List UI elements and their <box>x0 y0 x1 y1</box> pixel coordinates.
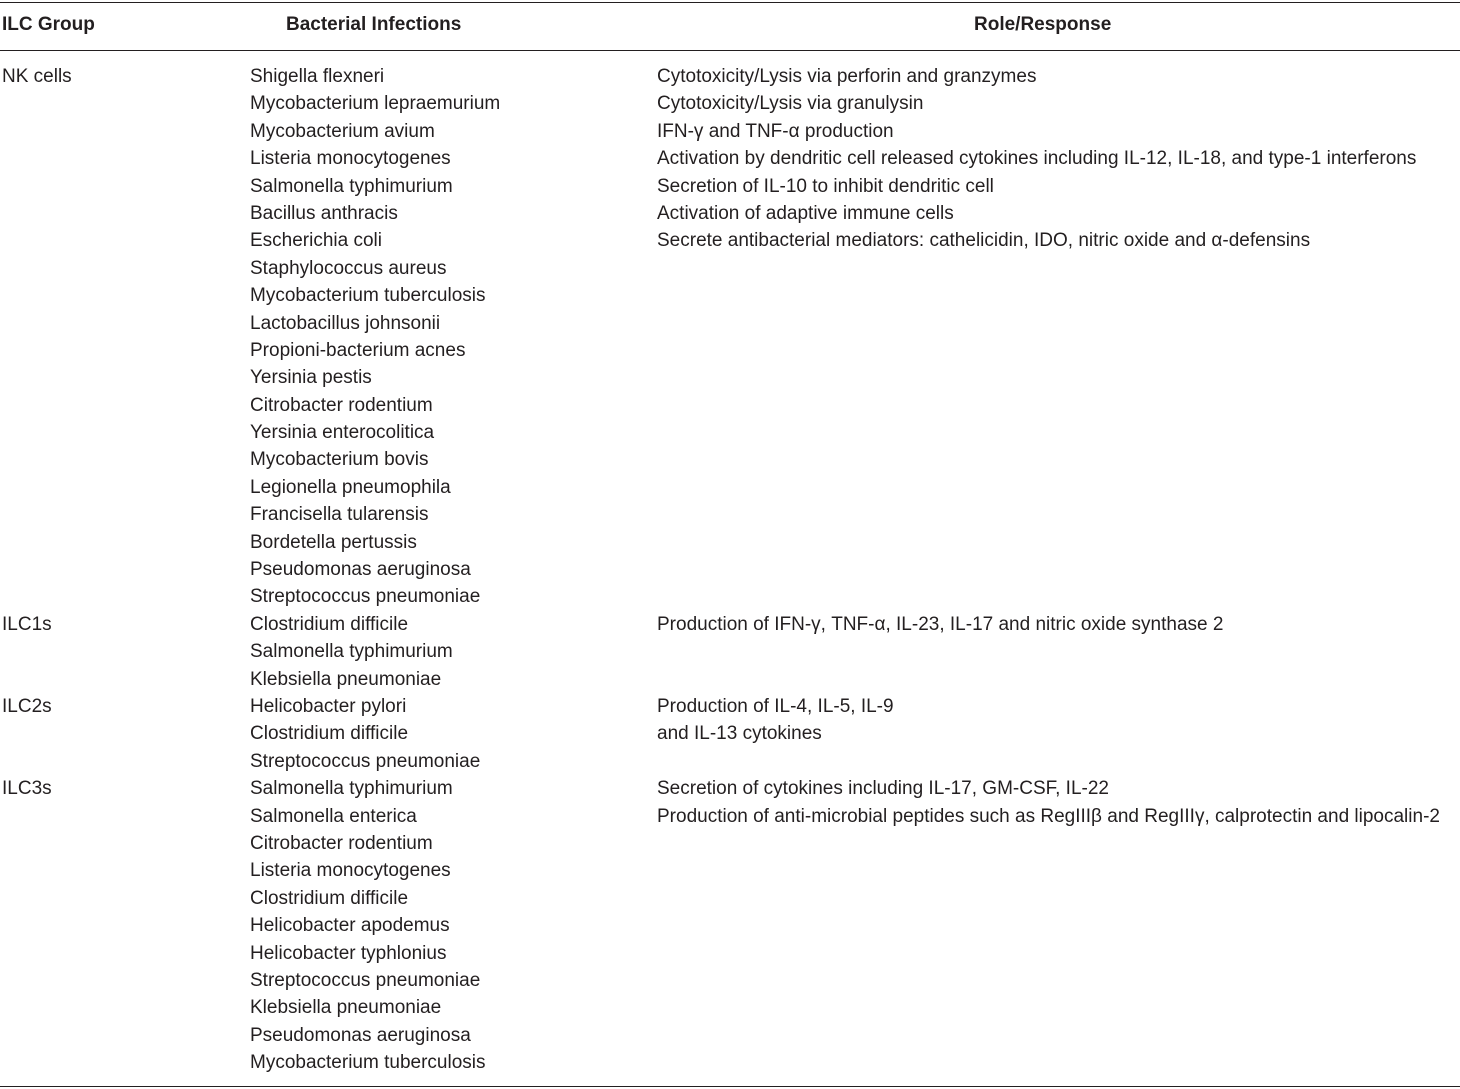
role-item: Secretion of IL-10 to inhibit dendritic cell <box>657 175 994 197</box>
header-bacterial-infections: Bacterial Infections <box>286 14 462 35</box>
bacteria-item: Streptococcus pneumoniae <box>250 969 481 991</box>
ilc-group-label: ILC1s <box>2 613 52 635</box>
ilc-group-label: ILC2s <box>2 695 52 717</box>
bacteria-item: Clostridium difficile <box>250 613 409 635</box>
role-item: Production of IFN-γ, TNF-α, IL-23, IL-17 and nitric oxide synthase 2 <box>657 613 1224 635</box>
table-row-group <box>0 693 1460 775</box>
bacteria-item: Bordetella pertussis <box>250 531 417 553</box>
role-item: Activation by dendritic cell released cytokines including IL-12, IL-18, and type-1 interferons <box>657 148 1417 170</box>
role-list <box>657 775 1440 830</box>
bacteria-item: Streptococcus pneumoniae <box>250 586 481 608</box>
bacteria-item: Klebsiella pneumoniae <box>250 997 442 1019</box>
table-row-group <box>0 611 1460 693</box>
bacteria-item: Salmonella typhimurium <box>250 641 453 663</box>
bacteria-item: Clostridium difficile <box>250 887 409 909</box>
role-item: Secretion of cytokines including IL-17, GM-CSF, IL-22 <box>657 778 1109 800</box>
role-list <box>657 611 1223 638</box>
bacteria-item: Listeria monocytogenes <box>250 148 451 170</box>
role-item: and IL-13 cytokines <box>657 723 822 745</box>
bacteria-item: Pseudomonas aeruginosa <box>250 1024 471 1046</box>
bacteria-item: Yersinia enterocolitica <box>250 422 435 444</box>
role-list <box>657 693 894 748</box>
bacteria-item: Escherichia coli <box>250 230 382 252</box>
bacteria-item: Mycobacterium tuberculosis <box>250 1052 486 1074</box>
table-body <box>0 63 1460 1076</box>
bacteria-item: Bacillus anthracis <box>250 202 398 224</box>
bacteria-item: Mycobacterium avium <box>250 120 435 142</box>
table-top-rule <box>0 2 1460 3</box>
bacteria-item: Mycobacterium lepraemurium <box>250 93 501 115</box>
bacteria-item: Helicobacter pylori <box>250 695 407 717</box>
table-row-group <box>0 63 1460 611</box>
role-item: Cytotoxicity/Lysis via perforin and granzymes <box>657 66 1037 87</box>
role-item: Cytotoxicity/Lysis via granulysin <box>657 93 924 115</box>
bacteria-item: Yersinia pestis <box>250 367 372 389</box>
bacteria-item: Helicobacter typhlonius <box>250 942 447 964</box>
bacteria-item: Clostridium difficile <box>250 723 409 745</box>
role-item: Activation of adaptive immune cells <box>657 202 954 224</box>
bacteria-item: Salmonella typhimurium <box>250 175 453 197</box>
bacteria-item: Streptococcus pneumoniae <box>250 750 481 772</box>
bacteria-item: Listeria monocytogenes <box>250 860 451 882</box>
role-list <box>657 63 1416 255</box>
bacteria-item: Staphylococcus aureus <box>250 257 447 279</box>
bacteria-item: Salmonella enterica <box>250 805 417 827</box>
bacteria-item: Citrobacter rodentium <box>250 394 433 416</box>
header-ilc-group: ILC Group <box>2 14 95 35</box>
bacteria-item: Shigella flexneri <box>250 66 385 87</box>
bacteria-item: Pseudomonas aeruginosa <box>250 559 471 581</box>
bacteria-item: Mycobacterium tuberculosis <box>250 285 486 307</box>
bacteria-item: Mycobacterium bovis <box>250 449 429 471</box>
table-header-rule <box>0 50 1460 51</box>
bacteria-item: Lactobacillus johnsonii <box>250 312 441 334</box>
ilc-group-label: NK cells <box>2 66 72 87</box>
ilc-group-label: ILC3s <box>2 778 52 800</box>
bacteria-item: Francisella tularensis <box>250 504 429 526</box>
bacteria-item: Citrobacter rodentium <box>250 832 433 854</box>
bacteria-item: Propioni-bacterium acnes <box>250 339 466 361</box>
header-role-response: Role/Response <box>974 14 1112 35</box>
role-item: Production of IL-4, IL-5, IL-9 <box>657 695 894 717</box>
table-row-group <box>0 775 1460 1076</box>
role-item: Secrete antibacterial mediators: cathelicidin, IDO, nitric oxide and α-defensins <box>657 230 1311 252</box>
role-item: IFN-γ and TNF-α production <box>657 120 894 142</box>
bacteria-item: Legionella pneumophila <box>250 476 451 498</box>
role-item: Production of anti-microbial peptides such as RegIIIβ and RegIIIγ, calprotectin and lipocalin-2 <box>657 805 1440 827</box>
table-header-row <box>0 14 1460 40</box>
bacteria-item: Helicobacter apodemus <box>250 915 450 937</box>
bacteria-item: Salmonella typhimurium <box>250 778 453 800</box>
bacteria-item: Klebsiella pneumoniae <box>250 668 442 690</box>
table-bottom-rule <box>0 1086 1460 1087</box>
